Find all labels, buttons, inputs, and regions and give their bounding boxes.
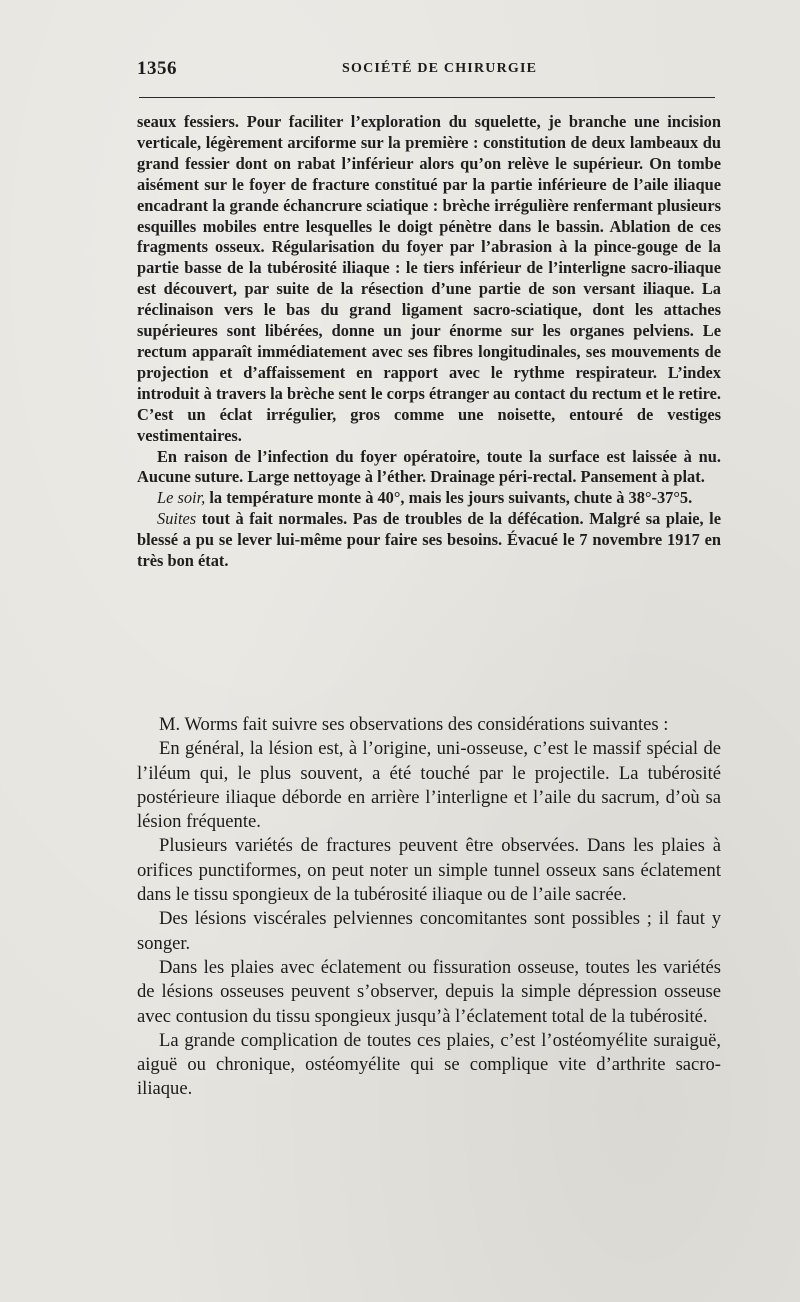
page-header xyxy=(137,58,715,88)
discussion-complication: La grande complication de toutes ces plaies, c’est l’ostéomyélite suraiguë, aiguë ou chronique, ostéomyélite qui se complique vite d’arthrite sacro-iliaque. xyxy=(137,1029,721,1100)
case-report-text xyxy=(137,112,721,572)
discussion-text xyxy=(137,713,721,1102)
discussion-fracture-types: Plusieurs variétés de fractures peuvent être observées. Dans les plaies à orifices punctiformes, on peut noter un simple tunnel osseux sans éclatement dans le tissu spongieux de la tubérosité iliaque ou de l’aile sacrée. xyxy=(137,835,721,906)
temperature-text: la température monte à 40°, mais les jours suivants, chute à 38°-37°5. xyxy=(205,488,693,508)
outcome-text: tout à fait normales. Pas de troubles de la défécation. Malgré sa plaie, le blessé a pu se lever lui-même pour faire ses besoins. Évacué le 7 novembre 1917 en très bon état. xyxy=(137,509,721,571)
case-paragraph-operation: seaux fessiers. Pour faciliter l’exploration du squelette, je branche une incision verticale, légèrement arciforme sur la première : constitution de deux lambeaux du grand fessier dont on rabat l’inférieur alors qu’on relève le supérieur. On tombe aisément sur le foyer de fracture constitué par la partie inférieure de l’aile iliaque encadrant la grande échancrure sciatique : brèche irrégulière renfermant plusieurs esquilles mobiles entre lesquelles le doigt pénètre dans le bassin. Ablation de ces fragments osseux. Régularisation du foyer par l’abrasion à la pince-gouge de la partie basse de la tubérosité iliaque : le tiers inférieur de l’interligne sacro-iliaque est découvert, par suite de la résection d’une partie de son versant iliaque. La réclinaison vers le bas du grand ligament sacro-sciatique, dont les attaches supérieures sont libérées, donne un jour énorme sur les organes pelviens. Le rectum apparaît immédiatement avec ses fibres longitudinales, ses mouvements de projection et d’affaissement en rapport avec le rythme respirateur. L’index introduit à travers la brèche sent le corps étranger au contact du rectum et le retire. C’est un éclat irrégulier, gros comme une noisette, entouré de vestiges vestimentaires. xyxy=(137,112,721,445)
header-rule xyxy=(139,97,715,98)
discussion-visceral: Des lésions viscérales pelviennes concomitantes sont possibles ; il faut y songer. xyxy=(137,908,721,954)
discussion-general: En général, la lésion est, à l’origine, uni-osseuse, c’est le massif spécial de l’iléum qui, le plus souvent, a été touché par le projectile. La tubérosité postérieure iliaque déborde en arrière l’interligne et l’aile du sacrum, d’où sa lésion fréquente. xyxy=(137,738,721,833)
case-paragraph-temperature xyxy=(137,488,721,509)
italic-evening: Le soir, xyxy=(157,488,206,508)
page-number: 1356 xyxy=(137,58,177,79)
case-paragraph-dressing: En raison de l’infection du foyer opératoire, toute la surface est laissée à nu. Aucune suture. Large nettoyage à l’éther. Drainage péri-rectal. Pansement à plat. xyxy=(137,446,721,487)
discussion-bone-lesions: Dans les plaies avec éclatement ou fissuration osseuse, toutes les variétés de lésions osseuses peuvent s’observer, depuis la simple dépression osseuse avec contusion du tissu spongieux jusqu’à l’éclatement total de la tubérosité. xyxy=(137,956,721,1027)
discussion-intro: M. Worms fait suivre ses observations des considérations suivantes : xyxy=(159,714,669,735)
case-paragraph-outcome xyxy=(137,509,721,572)
running-head: SOCIÉTÉ DE CHIRURGIE xyxy=(342,61,538,76)
italic-suites: Suites xyxy=(157,509,197,529)
